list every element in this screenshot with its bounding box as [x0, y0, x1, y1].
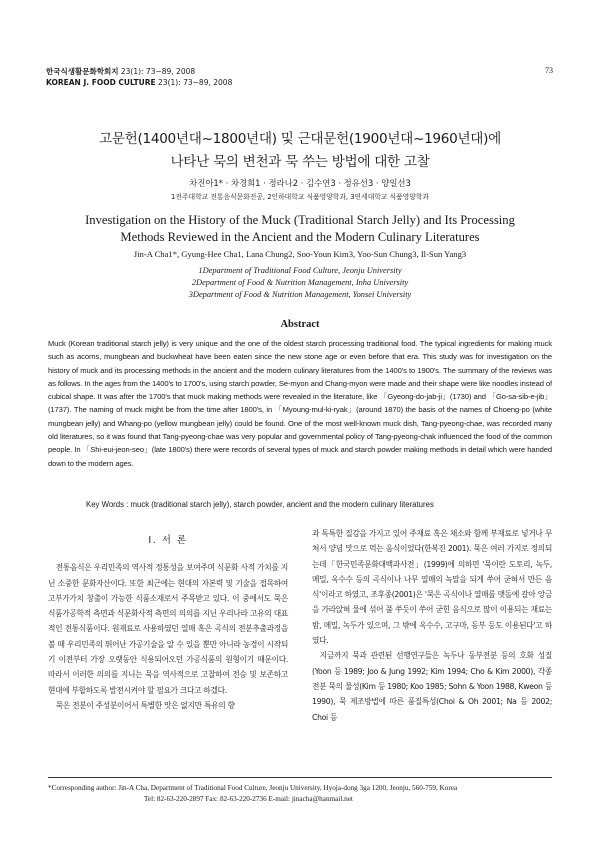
- section-heading-introduction: I. 서 론: [148, 535, 188, 546]
- footnote: [48, 783, 552, 805]
- affiliations-english: [0, 265, 600, 301]
- keywords-label: Key Words :: [86, 500, 129, 509]
- keywords: [86, 500, 566, 509]
- keywords-text: muck (traditional starch jelly), starch powder, ancient and the modern culinary literatures: [130, 500, 434, 509]
- authors-korean: 차진아1* · 차경희1 · 정라나2 · 김수연3 · 정유선3 · 양일선3: [189, 178, 411, 188]
- affiliation-1: 1Department of Traditional Food Culture, Jeonju University: [198, 266, 402, 275]
- affiliations-korean: 1전주대학교 전통음식문화전공, 2인하대학교 식품영양학과, 3연세대학교 식품영양학과: [171, 193, 429, 201]
- abstract-text: Muck (Korean traditional starch jelly) is very unique and the one of the oldest starch processing traditional food. The typical ingredients for making muck such as acorns, mungbean and buckwheat have been eaten since the new stone age or even before that era. This study was for investigation on the history of muck and its processing methods in the ancient and the modern culinary literatures from the 1400's to 1900's. The summary of the reviews was as follows. In the ages from the 1400's to 1700's, using starch powder, Se-myon and Chang-myon were made and their shape were like noodles instead of cubical shape. It was after the 1700's that muck making methods were revealed in the literature, like 「Gyeong-do-jab-ji」(1730) and 「Go-sa-sib-e-jib」(1737). The naming of muck might be from the time after 1800's, in 「Myoung-mul-ki-ryak」(around 1870) the basis of the names of Choeng-po (white mungbean jelly) and Whang-po (yellow mungbean jelly) could be found. One of the most well-known muck dish, Tang-pyeong-chae, was recorded many old literatures, so it was found that Tang-pyeong-chae was very popular and governmental policy of Tang-pyeong-chak influenced the food of the common people. In 「Shi-eui-jeon-seo」(late 1800's) there were records of several types of muck and starch powder making methods in detail which were handed down to the modern ages.: [48, 339, 552, 468]
- title-korean: [0, 128, 600, 174]
- title-korean-line2: 나타난 묵의 변천과 묵 쑤는 방법에 대한 고찰: [170, 154, 430, 170]
- affiliation-2: 2Department of Food & Nutrition Management, Inha University: [191, 278, 409, 287]
- journal-issue-en: 23(1): 73~89, 2008: [158, 78, 233, 87]
- abstract-heading: Abstract: [280, 319, 320, 330]
- footnote-line-1: *Corresponding author: Jin-A Cha, Department of Traditional Food Culture, Jeonju University, Hyoja-dong 3ga 1200, Jeonju, 560-759, Korea: [48, 784, 458, 792]
- page-number: 73: [545, 66, 553, 75]
- intro-paragraph-2: 묵은 전분이 주성분이어서 특별한 맛은 없지만 특유의 향: [55, 700, 235, 710]
- journal-issue-ko: 23(1): 73~89, 2008: [120, 67, 196, 76]
- title-korean-line1: 고문헌(1400년대~1800년대) 및 근대문헌(1900년대~1960년대)에: [99, 131, 501, 147]
- journal-name-en: KOREAN J. FOOD CULTURE: [46, 78, 156, 87]
- journal-header: [46, 66, 232, 88]
- title-english: [0, 212, 600, 246]
- intro-paragraph-1: 전통음식은 우리민족의 역사적 정통성을 보여주며 식문화 사적 가치를 지닌 소중한 문화자산이다. 또한 최근에는 현대의 자본력 및 기술을 접목하여 고부가가치 창출이 가능한 식품소재로서 주목받고 있다. 이 중에서도 묵은 식품가공학적 측면과 식문화사적 측면의 의의를 지닌 우리나라 고유의 대표적인 전통식품이다. 원재료로 사용하였던 열매 혹은 곡식의 전분추출과정을 볼 때 우리민족의 뛰어난 가공기술을 알 수 있을 뿐만 아니라 농경이 시작되기 이전부터 가장 오랫동안 식용되어오던 가공식품의 원형이기 때문이다. 따라서 이러한 의의를 지니는 묵을 역사적으로 고찰하여 전승 및 보존하고 현대에 부합하도록 발전시켜야 할 필요가 크다고 하겠다.: [48, 563, 288, 695]
- right-column: [312, 526, 552, 725]
- authors-english: Jin-A Cha1*, Gyung-Hee Cha1, Lana Chung2, Soo-Youn Kim3, Yoo-Sun Chung3, Il-Sun Yang3: [133, 249, 467, 259]
- footnote-divider: [48, 777, 552, 778]
- footnote-line-2: Tel: 82-63-220-2897 Fax: 82-63-220-2736 E-mail: jinacha@hanmail.net: [144, 795, 353, 803]
- right-paragraph-1: 과 독특한 질감을 가지고 있어 주재료 혹은 채소와 함께 부재료로 넣거나 무쳐서 양념 맛으로 먹는 음식이었다(한복진 2001). 묵은 여러 가지로 정의되는데「한국민족문화대백과사전」(1999)에 의하면 '묵이란 도토리, 녹두, 메밀, 옥수수 등의 곡식이나 나무 열매의 녹말을 되게 쑤어 굳혀서 만든 음식'이라고 하였고, 조후종(2001)은 '묵은 곡식이나 열매를 맷돌에 갈아 앙금을 가라앉혀 물에 섞어 풀 쑤듯이 쑤어 굳힌 음식으로 많이 이용되는 재료는 밤, 메밀, 녹두가 있으며, 그 밖에 옥수수, 고구마, 동부 등도 이용된다'고 하였다.: [312, 529, 552, 646]
- affiliation-3: 3Department of Food & Nutrition Management, Yonsei University: [188, 290, 412, 299]
- title-english-line2: Methods Reviewed in the Ancient and the Modern Culinary Literatures: [120, 230, 480, 244]
- right-paragraph-2: 지금까지 묵과 관련된 선행연구들은 녹두나 동부전분 등의 호화 성질(Yoon 등 1989; Joo & Jung 1992; Kim 1994; Cho & Kim 2000), 각종 전분 묵의 물성(Kim 등 1980; Koo 1985; Sohn & Yoon 1988, Kweon 등 1990), 묵 제조방법에 따른 품질특성(Choi & Oh 2001; Na 등 2002; Choi 등: [312, 651, 552, 722]
- left-column: [48, 528, 288, 713]
- journal-name-ko: 한국식생활문화학회지: [46, 67, 119, 76]
- title-english-line1: Investigation on the History of the Muck (Traditional Starch Jelly) and Its Processing: [85, 213, 515, 227]
